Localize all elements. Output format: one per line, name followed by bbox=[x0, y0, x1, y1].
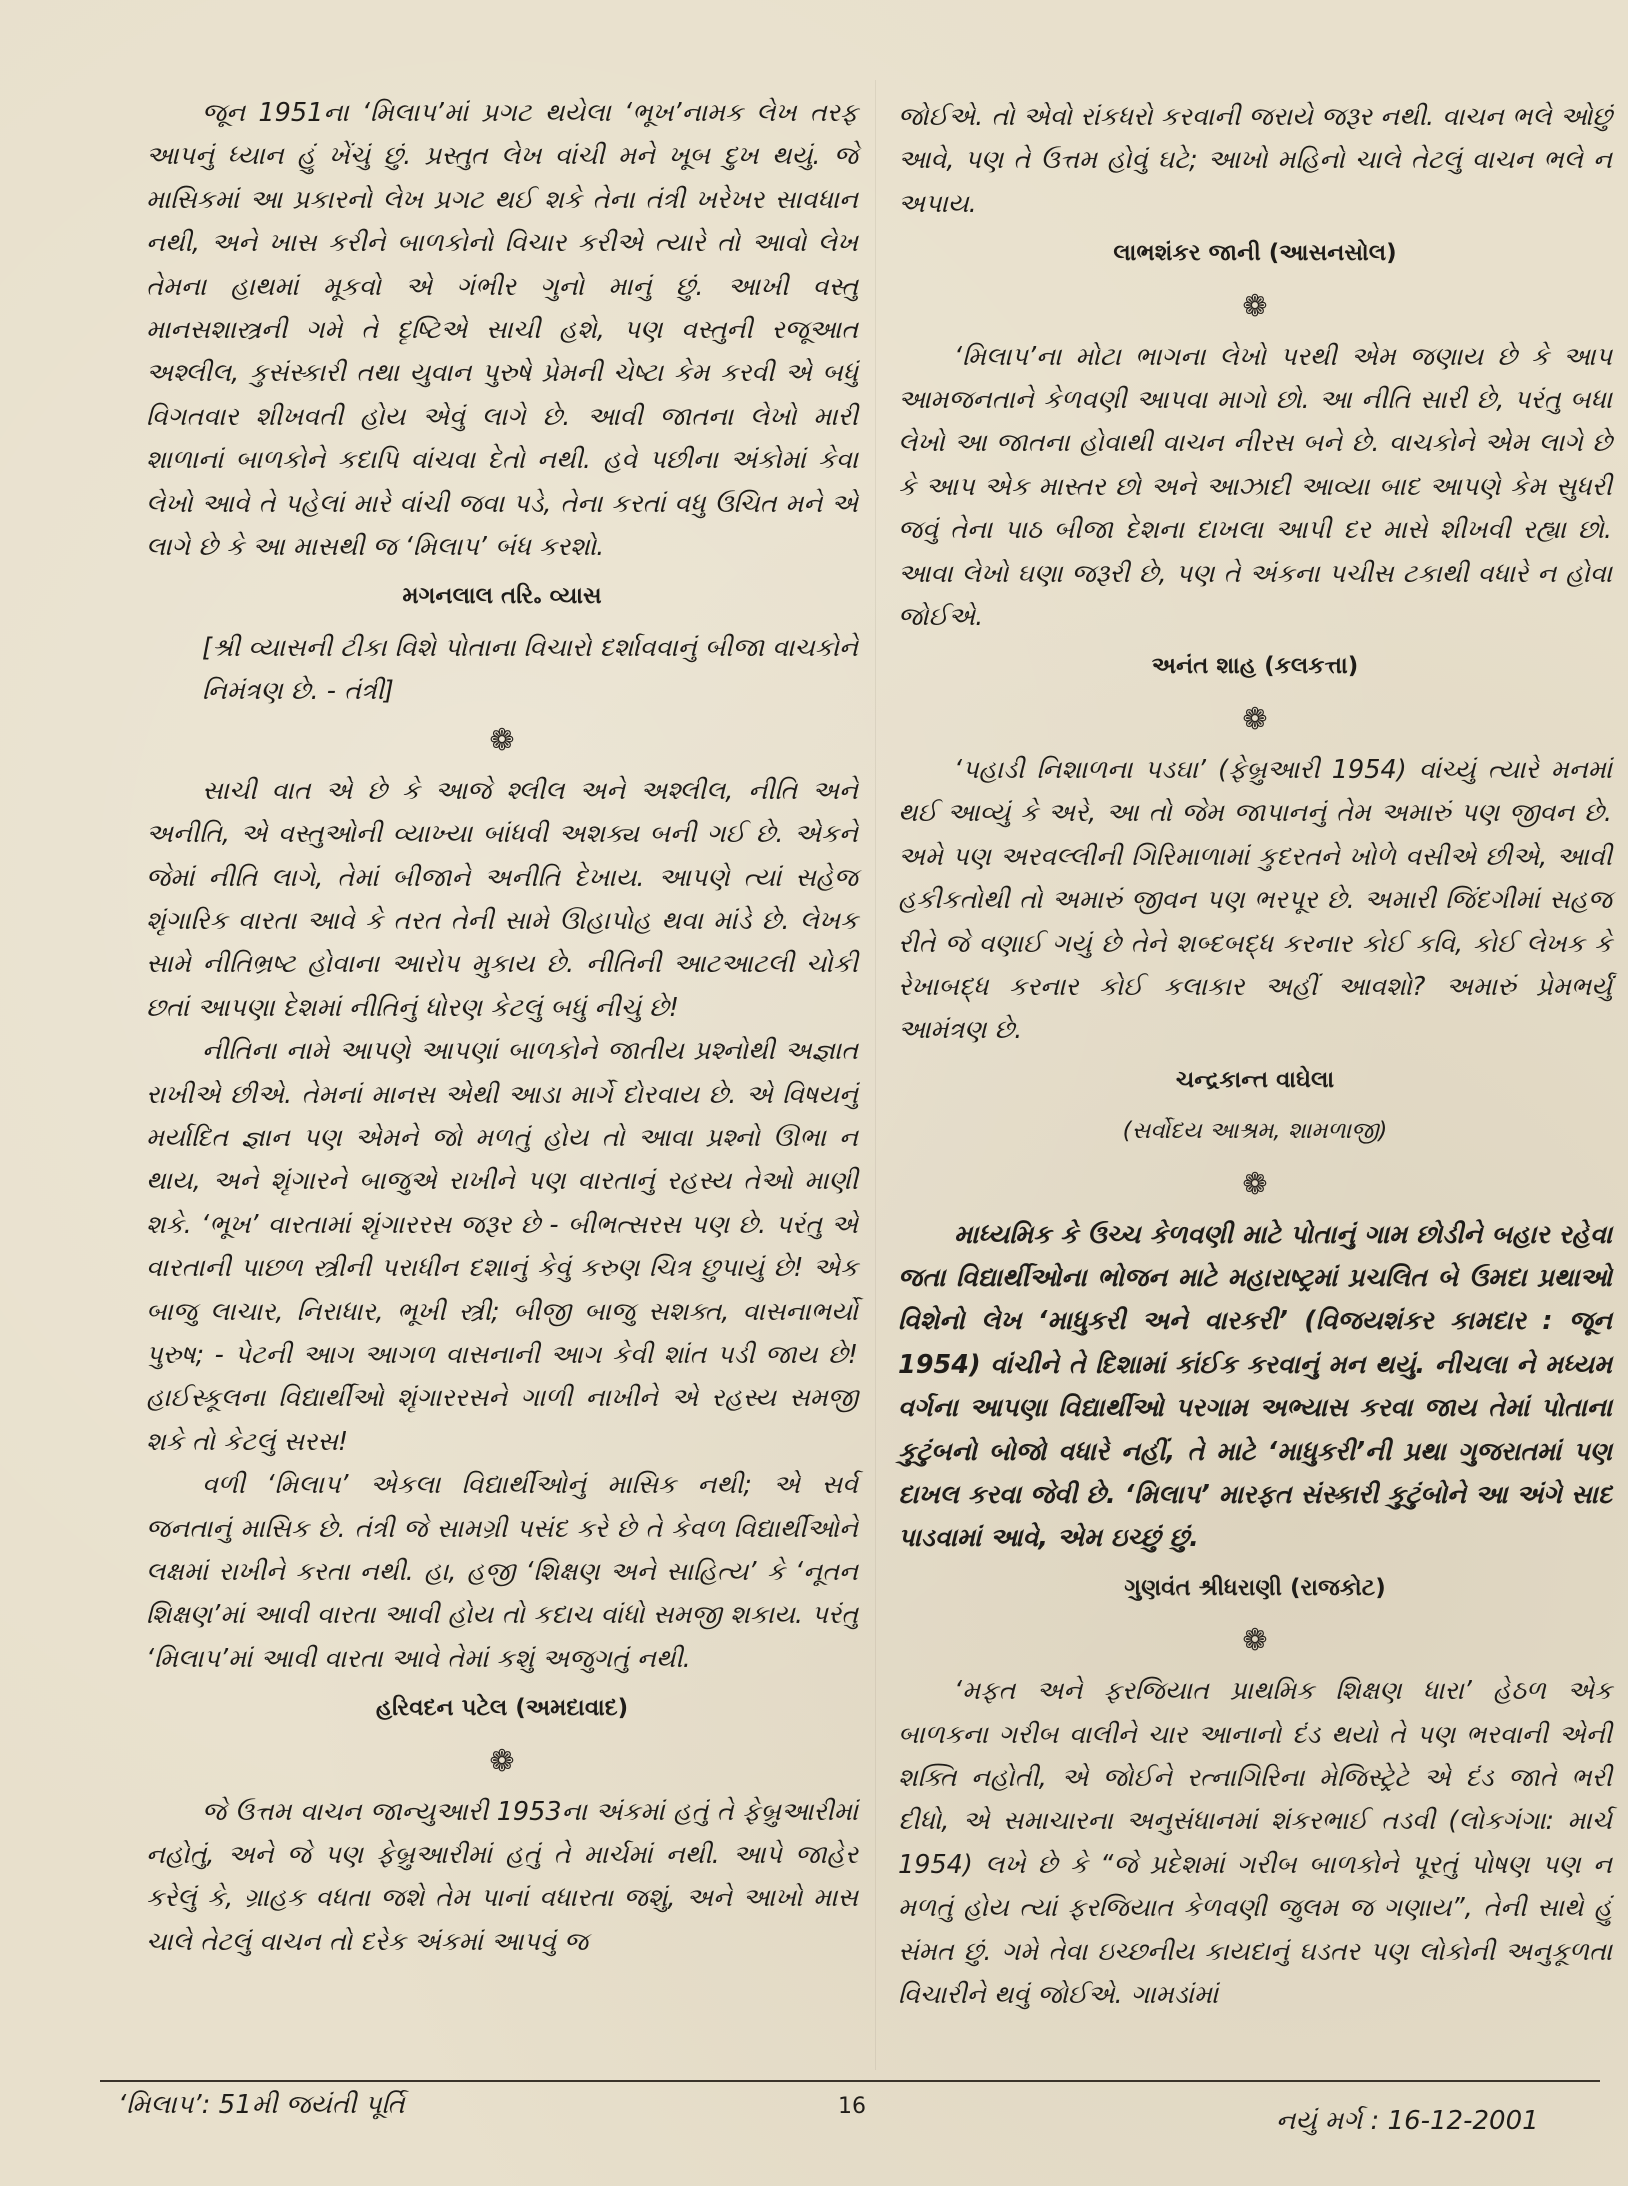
letter-paragraph: નીતિના નામે આપણે આપણાં બાળકોને જાતીય પ્રશ્નોથી અજ્ઞાત રાખીએ છીએ. તેમનાં માનસ એથી આડા માર્ગે દોરવાય છે. એ વિષયનું મર્યાદિત જ્ઞાન પણ એમને જો મળતું હોય તો આવા પ્રશ્નો ઊભા ન થાય, અને શૃંગારને બાજુએ રાખીને પણ વારતાનું રહસ્ય તેઓ માણી શકે. ‘ભૂખ’ વારતામાં શૃંગારરસ જરૂર છે - બીભત્સરસ પણ છે. પરંતુ એ વારતાની પાછળ સ્ત્રીની પરાધીન દશાનું કેવું કરુણ ચિત્ર છુપાયું છે! એક બાજુ લાચાર, નિરાધાર, ભૂખી સ્ત્રી; બીજી બાજુ સશક્ત, વાસનાભર્યો પુરુષ; - પેટની આગ આગળ વાસનાની આગ કેવી શાંત પડી જાય છે! હાઈસ્કૂલના વિદ્યાર્થીઓ શૃંગારરસને ગાળી નાખીને એ રહસ્ય સમજી શકે તો કેટલું સરસ! bbox=[146, 1036, 858, 1457]
letter-signature: લાભશંકર જાની (આસનસોલ) bbox=[1113, 240, 1397, 267]
editor-note: [શ્રી વ્યાસની ટીકા વિશે પોતાના વિચારો દર્શાવવાનું બીજા વાચકોને નિમંત્રણ છે. - તંત્રી] bbox=[202, 632, 858, 707]
letter-paragraph: જોઈએ. તો એવો રાંકધરો કરવાની જરાયે જરૂર નથી. વાચન ભલે ઓછું આવે, પણ તે ઉત્તમ હોવું ઘટે; આખો મહિનો ચાલે તેટલું વાચન ભલે ન અપાય. bbox=[898, 102, 1612, 219]
section-ornament-icon: ❁ bbox=[1242, 1623, 1268, 1659]
letter-paragraph: ‘પહાડી નિશાળના પડઘા’ (ફેબ્રુઆરી 1954) વાંચ્યું ત્યારે મનમાં થઈ આવ્યું કે અરે, આ તો જેમ જાપાનનું તેમ અમારું પણ જીવન છે. અમે પણ અરવલ્લીની ગિરિમાળામાં કુદરતને ખોળે વસીએ છીએ, આવી હકીકતોથી તો અમારું જીવન પણ ભરપૂર છે. અમારી જિંદગીમાં સહજ રીતે જે વણાઈ ગયું છે તેને શબ્દબદ્ધ કરનાર કોઈ કવિ, કોઈ લેખક કે રેખાબદ્ધ કરનાર કોઈ કલાકાર અહીં આવશો? અમારું પ્રેમભર્યું આમંત્રણ છે. bbox=[898, 754, 1612, 1046]
letter-paragraph: ‘મફત અને ફરજિયાત પ્રાથમિક શિક્ષણ ધારા’ હેઠળ એક બાળકના ગરીબ વાલીને ચાર આનાનો દંડ થયો તે પણ ભરવાની એની શક્તિ નહોતી, એ જોઈને રત્નાગિરિના મેજિસ્ટ્રેટે એ દંડ જાતે ભરી દીધો, એ સમાચારના અનુસંધાનમાં શંકરભાઈ તડવી (લોકગંગા: માર્ચ 1954) લખે છે કે “જે પ્રદેશમાં ગરીબ બાળકોને પૂરતું પોષણ પણ ન મળતું હોય ત્યાં ફરજિયાત કેળવણી જુલમ જ ગણાય”, તેની સાથે હું સંમત છું. ગમે તેવા ઇચ્છનીય કાયદાનું ઘડતર પણ લોકોની અનુકૂળતા વિચારીને થવું જોઈએ. ગામડાંમાં bbox=[898, 1676, 1612, 2011]
letter-paragraph: ‘મિલાપ’ના મોટા ભાગના લેખો પરથી એમ જણાય છે કે આપ આમજનતાને કેળવણી આપવા માગો છો. આ નીતિ સારી છે, પરંતુ બધા લેખો આ જાતના હોવાથી વાચન નીરસ બને છે. વાચકોને એમ લાગે છે કે આપ એક માસ્તર છો અને આઝાદી આવ્યા બાદ આપણે કેમ સુધરી જવું તેના પાઠ બીજા દેશના દાખલા આપી દર માસે શીખવી રહ્યા છો. આવા લેખો ઘણા જરૂરી છે, પણ તે અંકના પચીસ ટકાથી વધારે ન હોવા જોઈએ. bbox=[898, 341, 1612, 633]
section-ornament-icon: ❁ bbox=[1242, 288, 1268, 324]
letter-signature: મગનલાલ તરિ૰ વ્યાસ bbox=[402, 583, 602, 610]
footer-rule bbox=[100, 2080, 1600, 2082]
letter-signature-place: (સર્વોદય આશ્રમ, શામળાજી) bbox=[1122, 1118, 1388, 1145]
letter-paragraph: માધ્યમિક કે ઉચ્ચ કેળવણી માટે પોતાનું ગામ છોડીને બહાર રહેવા જતા વિદ્યાર્થીઓના ભોજન માટે મહારાષ્ટ્રમાં પ્રચલિત બે ઉમદા પ્રથાઓ વિશેનો લેખ ‘માધુકરી અને વારકરી’ (વિજયશંકર કામદાર : જૂન 1954) વાંચીને તે દિશામાં કાંઈક કરવાનું મન થયું. નીચલા ને મધ્યમ વર્ગના આપણા વિદ્યાર્થીઓ પરગામ અભ્યાસ કરવા જાય તેમાં પોતાના કુટુંબનો બોજો વધારે નહીં, તે માટે ‘માધુકરી’ની પ્રથા ગુજરાતમાં પણ દાખલ કરવા જેવી છે. ‘મિલાપ’ મારફત સંસ્કારી કુટુંબોને આ અંગે સાદ પાડવામાં આવે, એમ ઇચ્છું છું. bbox=[898, 1219, 1612, 1554]
letter-paragraph: જે ઉત્તમ વાચન જાન્યુઆરી 1953ના અંકમાં હતું તે ફેબ્રુઆરીમાં નહોતું, અને જે પણ ફેબ્રુઆરીમાં હતું તે માર્ચમાં નથી. આપે જાહેર કરેલું કે, ગ્રાહક વધતા જશે તેમ પાનાં વધારતા જશું, અને આખો માસ ચાલે તેટલું વાચન તો દરેક અંકમાં આપવું જ bbox=[146, 1796, 858, 1957]
footer-issue-date: નયું મર્ગ : 16-12-2001 bbox=[1276, 2106, 1539, 2136]
letter-signature: ગુણવંત શ્રીધરાણી (રાજકોટ) bbox=[1124, 1574, 1386, 1601]
letter-signature: હરિવદન પટેલ (અમદાવાદ) bbox=[375, 1695, 629, 1722]
section-ornament-icon: ❁ bbox=[1242, 701, 1268, 737]
right-column bbox=[898, 96, 1612, 2017]
section-ornament-icon: ❁ bbox=[489, 1743, 515, 1779]
letter-paragraph: વળી ‘મિલાપ’ એકલા વિદ્યાર્થીઓનું માસિક નથી; એ સર્વ જનતાનું માસિક છે. તંત્રી જે સામગ્રી પસંદ કરે છે તે કેવળ વિદ્યાર્થીઓને લક્ષમાં રાખીને કરતા નથી. હા, હજી ‘શિક્ષણ અને સાહિત્ય’ કે ‘નૂતન શિક્ષણ’માં આવી વારતા આવી હોય તો કદાચ વાંધો સમજી શકાય. પરંતુ ‘મિલાપ’માં આવી વારતા આવે તેમાં કશું અજુગતું નથી. bbox=[146, 1470, 858, 1674]
left-column bbox=[146, 92, 858, 1964]
column-gutter bbox=[875, 80, 876, 2070]
letter-paragraph: સાચી વાત એ છે કે આજે શ્લીલ અને અશ્લીલ, નીતિ અને અનીતિ, એ વસ્તુઓની વ્યાખ્યા બાંધવી અશક્ય બની ગઈ છે. એકને જેમાં નીતિ લાગે, તેમાં બીજાને અનીતિ દેખાય. આપણે ત્યાં સહેજ શૃંગારિક વારતા આવે કે તરત તેની સામે ઊહાપોહ થવા માંડે છે. લેખક સામે નીતિભ્રષ્ટ હોવાના આરોપ મુકાય છે. નીતિની આટઆટલી ચોકી છતાં આપણા દેશમાં નીતિનું ધોરણ કેટલું બધું નીચું છે! bbox=[146, 775, 858, 1023]
letter-signature: અનંત શાહ (કલકત્તા) bbox=[1151, 653, 1359, 680]
letter-paragraph: જૂન 1951ના ‘મિલાપ’માં પ્રગટ થયેલા ‘ભૂખ’નામક લેખ તરફ આપનું ધ્યાન હું ખેંચું છું. પ્રસ્તુત લેખ વાંચી મને ખૂબ દુખ થયું. જે માસિકમાં આ પ્રકારનો લેખ પ્રગટ થઈ શકે તેના તંત્રી ખરેખર સાવધાન નથી, અને ખાસ કરીને બાળકોનો વિચાર કરીએ ત્યારે તો આવો લેખ તેમના હાથમાં મૂકવો એ ગંભીર ગુનો માનું છું. આખી વસ્તુ માનસશાસ્ત્રની ગમે તે દૃષ્ટિએ સાચી હશે, પણ વસ્તુની રજૂઆત અશ્લીલ, કુસંસ્કારી તથા યુવાન પુરુષે પ્રેમની ચેષ્ટા કેમ કરવી એ બધું વિગતવાર શીખવતી હોય એવું લાગે છે. આવી જાતના લેખો મારી શાળાનાં બાળકોને કદાપિ વાંચવા દેતો નથી. હવે પછીના અંકોમાં કેવા લેખો આવે તે પહેલાં મારે વાંચી જવા પડે, તેના કરતાં વધુ ઉચિત મને એ લાગે છે કે આ માસથી જ ‘મિલાપ’ બંધ કરશો. bbox=[146, 98, 858, 563]
footer-publication: ‘મિલાપ’: 51મી જયંતી પૂર્તિ bbox=[118, 2090, 405, 2120]
letter-signature: ચન્દ્રકાન્ત વાઘેલા bbox=[1175, 1066, 1335, 1093]
page-number: 16 bbox=[838, 2094, 866, 2119]
section-ornament-icon: ❁ bbox=[1242, 1166, 1268, 1202]
section-ornament-icon: ❁ bbox=[489, 722, 515, 758]
